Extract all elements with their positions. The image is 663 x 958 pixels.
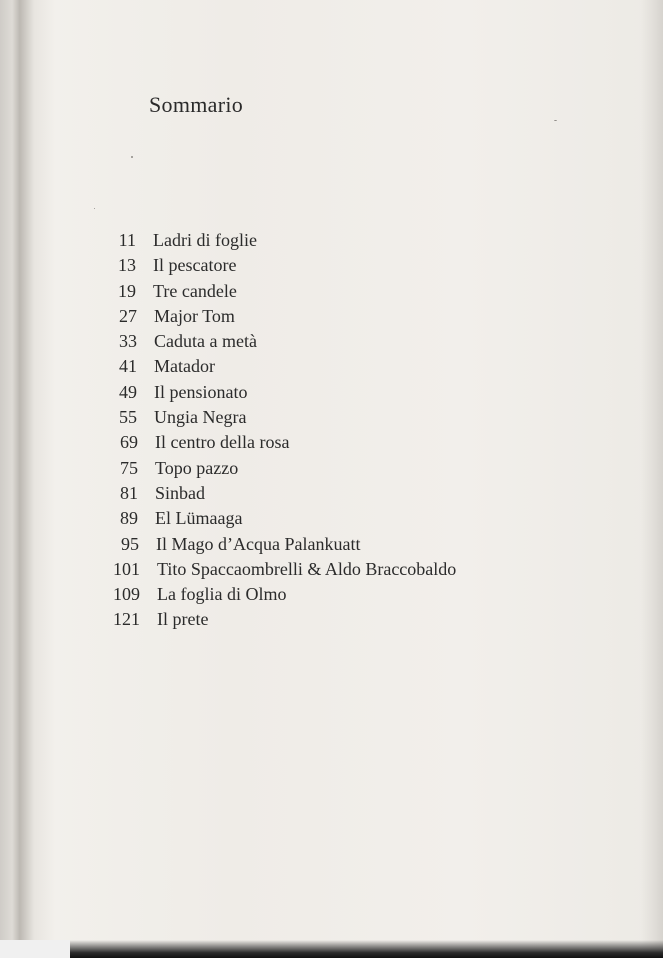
toc-entry[interactable]	[103, 532, 455, 557]
toc-title: La foglia di Olmo	[157, 584, 287, 605]
book-gutter-shadow	[0, 0, 55, 958]
toc-title: Il Mago d’Acqua Palankuatt	[156, 533, 361, 554]
toc-page-number: 101	[113, 558, 140, 579]
toc-entry[interactable]	[101, 380, 453, 405]
toc-entry[interactable]	[101, 304, 453, 329]
toc-entry[interactable]	[104, 582, 456, 607]
toc-title: Matador	[154, 356, 215, 377]
toc-entry[interactable]	[104, 607, 456, 632]
toc-title: Topo pazzo	[155, 457, 239, 478]
toc-page-number: 41	[119, 356, 137, 377]
toc-page-number: 89	[120, 508, 138, 529]
toc-entry[interactable]	[101, 329, 453, 354]
toc-title: Ungia Negra	[154, 407, 247, 428]
toc-entry[interactable]	[102, 430, 454, 455]
toc-title: Il pescatore	[153, 255, 237, 276]
toc-entry[interactable]	[102, 506, 454, 531]
toc-entry[interactable]	[100, 279, 452, 304]
toc-page-number: 49	[119, 381, 137, 402]
toc-entry[interactable]	[102, 481, 454, 506]
toc-page-number: 81	[120, 482, 138, 503]
toc-page-number: 69	[120, 432, 138, 453]
toc-title: Tito Spaccaombrelli & Aldo Braccobaldo	[157, 558, 457, 579]
toc-title: El Lümaaga	[155, 508, 243, 529]
page-title: Sommario	[149, 92, 244, 117]
toc-page-number: 33	[119, 331, 137, 352]
page-bottom-edge	[0, 940, 663, 958]
paper-speck	[94, 208, 95, 209]
toc-entry[interactable]	[101, 354, 453, 379]
toc-title: Il pensionato	[154, 381, 248, 402]
toc-title: Major Tom	[154, 305, 235, 326]
toc-title: Caduta a metà	[154, 331, 257, 352]
toc-title: Il prete	[157, 609, 209, 630]
paper-speck	[554, 120, 557, 121]
toc-entry[interactable]	[104, 557, 456, 582]
toc-entry[interactable]	[100, 228, 452, 253]
paper-speck	[131, 156, 133, 158]
toc-page-number: 19	[118, 280, 136, 301]
toc-page-number: 55	[119, 407, 137, 428]
toc-page-number: 95	[121, 533, 139, 554]
toc-page-number: 109	[113, 584, 140, 605]
toc-page-number: 121	[113, 609, 140, 630]
table-of-contents	[100, 228, 457, 633]
toc-title: Sinbad	[155, 482, 206, 503]
toc-page-number: 13	[118, 255, 136, 276]
toc-entry[interactable]	[102, 456, 454, 481]
toc-title: Il centro della rosa	[155, 432, 290, 453]
toc-entry[interactable]	[100, 253, 452, 278]
toc-entry[interactable]	[101, 405, 453, 430]
page-edge	[641, 0, 663, 958]
toc-page-number: 75	[120, 457, 138, 478]
toc-page-number: 27	[119, 305, 137, 326]
toc-title: Ladri di foglie	[153, 230, 257, 250]
toc-title: Tre candele	[153, 280, 237, 301]
toc-page-number: 11	[118, 230, 136, 250]
